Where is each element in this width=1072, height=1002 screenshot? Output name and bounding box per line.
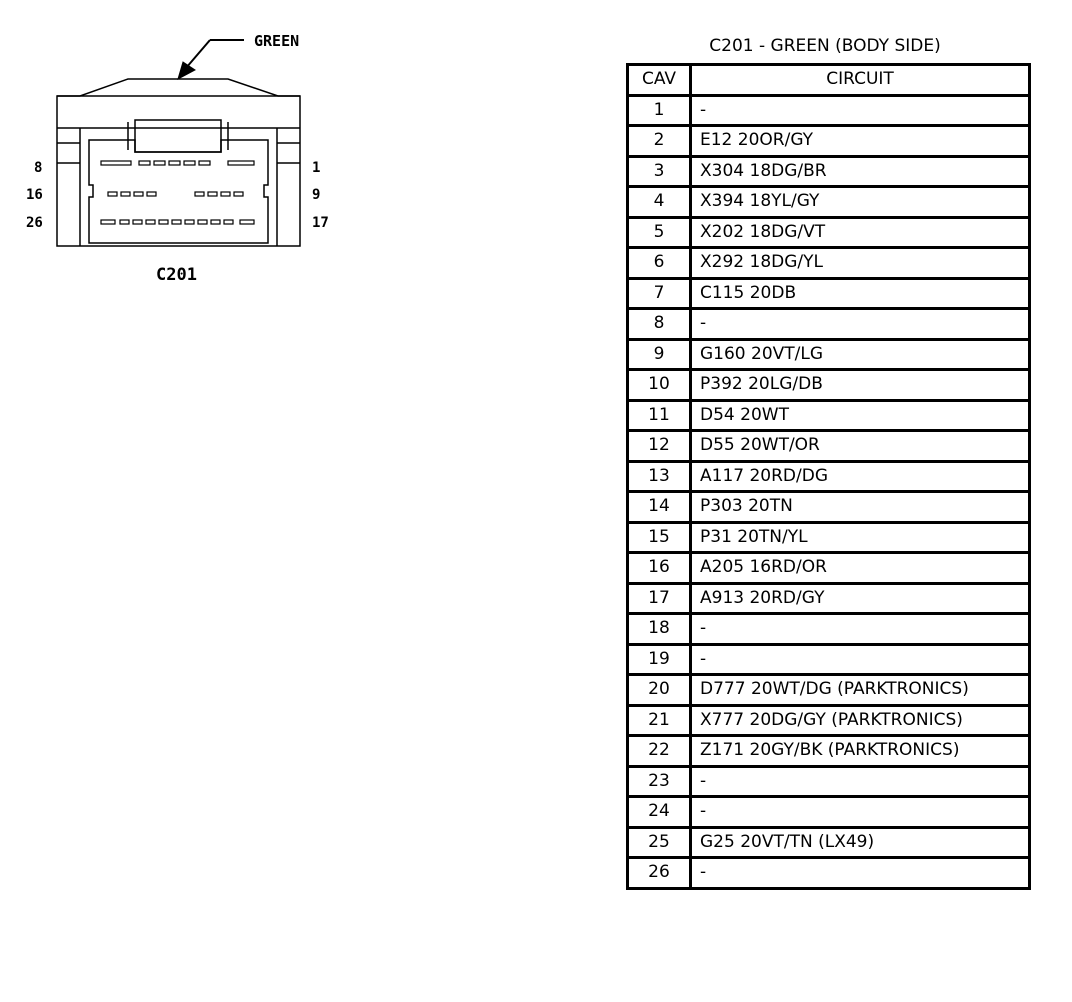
pin-label-8: 8 [34, 160, 43, 176]
cav-cell: 11 [628, 400, 691, 431]
circuit-cell: C115 20DB [691, 278, 1030, 309]
circuit-cell: A205 16RD/OR [691, 553, 1030, 584]
circuit-cell: A913 20RD/GY [691, 583, 1030, 614]
pin-label-16: 16 [26, 187, 43, 203]
circuit-cell: X394 18YL/GY [691, 187, 1030, 218]
circuit-cell: D777 20WT/DG (PARKTRONICS) [691, 675, 1030, 706]
circuit-cell: - [691, 644, 1030, 675]
table-row [628, 217, 1030, 248]
table-row [628, 827, 1030, 858]
circuit-cell: P392 20LG/DB [691, 370, 1030, 401]
circuit-cell: G160 20VT/LG [691, 339, 1030, 370]
pin-label-1: 1 [312, 160, 321, 176]
circuit-cell: X202 18DG/VT [691, 217, 1030, 248]
cav-cell: 12 [628, 431, 691, 462]
circuit-cell: D55 20WT/OR [691, 431, 1030, 462]
cav-cell: 7 [628, 278, 691, 309]
circuit-cell: E12 20OR/GY [691, 126, 1030, 157]
table-row [628, 644, 1030, 675]
circuit-cell: G25 20VT/TN (LX49) [691, 827, 1030, 858]
cav-cell: 21 [628, 705, 691, 736]
connector-color-label: GREEN [254, 32, 300, 50]
cav-cell: 13 [628, 461, 691, 492]
table-row [628, 797, 1030, 828]
table-row [628, 553, 1030, 584]
table-row [628, 187, 1030, 218]
circuit-cell: - [691, 766, 1030, 797]
connector-diagram [0, 0, 560, 300]
table-row [628, 858, 1030, 889]
cav-cell: 20 [628, 675, 691, 706]
circuit-cell: - [691, 309, 1030, 340]
table-row [628, 583, 1030, 614]
pin-label-17: 17 [312, 215, 329, 231]
table-row [628, 675, 1030, 706]
callout-leader [178, 40, 244, 79]
cav-cell: 2 [628, 126, 691, 157]
table-row [628, 156, 1030, 187]
table-row [628, 400, 1030, 431]
table-row [628, 492, 1030, 523]
circuit-cell: X292 18DG/YL [691, 248, 1030, 279]
cav-cell: 15 [628, 522, 691, 553]
table-row [628, 278, 1030, 309]
table-row [628, 309, 1030, 340]
terminal-cavities [101, 161, 254, 224]
table-row [628, 370, 1030, 401]
circuit-cell: Z171 20GY/BK (PARKTRONICS) [691, 736, 1030, 767]
table-header-row [628, 65, 1030, 96]
circuit-cell: A117 20RD/DG [691, 461, 1030, 492]
table-row [628, 248, 1030, 279]
circuit-cell: - [691, 797, 1030, 828]
pinout-table [626, 63, 1031, 890]
table-row [628, 766, 1030, 797]
cav-cell: 4 [628, 187, 691, 218]
cav-cell: 10 [628, 370, 691, 401]
cav-cell: 1 [628, 95, 691, 126]
table-row [628, 126, 1030, 157]
cav-cell: 26 [628, 858, 691, 889]
pin-label-9: 9 [312, 187, 321, 203]
cav-cell: 25 [628, 827, 691, 858]
cav-cell: 14 [628, 492, 691, 523]
cav-cell: 6 [628, 248, 691, 279]
cav-cell: 8 [628, 309, 691, 340]
pin-label-26: 26 [26, 215, 43, 231]
table-row [628, 95, 1030, 126]
cav-cell: 9 [628, 339, 691, 370]
cav-cell: 17 [628, 583, 691, 614]
cav-cell: 19 [628, 644, 691, 675]
header-cav: CAV [628, 65, 691, 96]
circuit-cell: P303 20TN [691, 492, 1030, 523]
table-row [628, 522, 1030, 553]
circuit-cell: - [691, 95, 1030, 126]
table-row [628, 705, 1030, 736]
circuit-cell: D54 20WT [691, 400, 1030, 431]
circuit-cell: - [691, 614, 1030, 645]
circuit-cell: - [691, 858, 1030, 889]
cav-cell: 16 [628, 553, 691, 584]
connector-name: C201 [156, 265, 197, 285]
cav-cell: 18 [628, 614, 691, 645]
header-circuit: CIRCUIT [691, 65, 1030, 96]
table-row [628, 431, 1030, 462]
cav-cell: 5 [628, 217, 691, 248]
cav-cell: 24 [628, 797, 691, 828]
table-row [628, 736, 1030, 767]
table-row [628, 461, 1030, 492]
table-row [628, 614, 1030, 645]
circuit-cell: P31 20TN/YL [691, 522, 1030, 553]
circuit-cell: X304 18DG/BR [691, 156, 1030, 187]
circuit-cell: X777 20DG/GY (PARKTRONICS) [691, 705, 1030, 736]
cav-cell: 3 [628, 156, 691, 187]
table-title: C201 - GREEN (BODY SIDE) [709, 36, 941, 56]
table-row [628, 339, 1030, 370]
cav-cell: 22 [628, 736, 691, 767]
cav-cell: 23 [628, 766, 691, 797]
connector-body [57, 79, 300, 246]
